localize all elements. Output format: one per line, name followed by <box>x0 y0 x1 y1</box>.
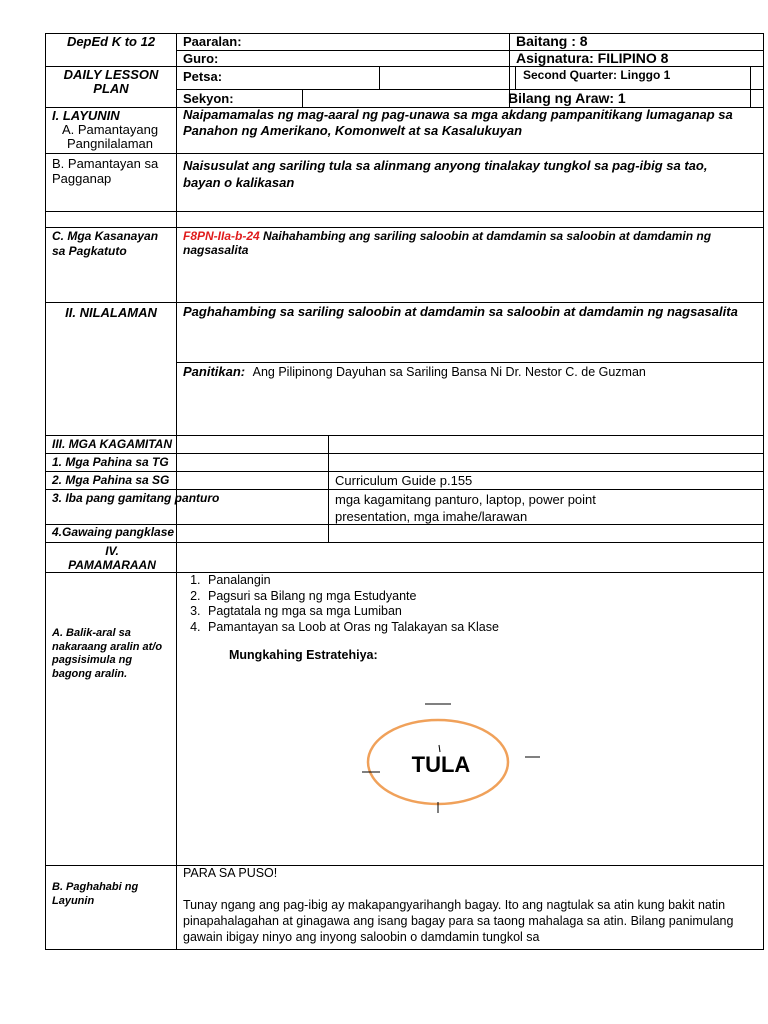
table-border-bottom <box>45 949 764 950</box>
list-item: 3. Pagtatala ng mga sa mga Lumiban <box>204 604 499 620</box>
list-item: 1. Panalangin <box>204 573 499 589</box>
tg-label: 1. Mga Pahina sa TG <box>52 455 169 469</box>
pamamaraan-title: IV. PAMAMARAAN <box>68 544 156 572</box>
competency-code: F8PN-IIa-b-24 <box>183 229 260 243</box>
sg-value: Curriculum Guide p.155 <box>335 473 473 488</box>
iba-label: 3. Iba pang gamitang panturo <box>52 491 220 505</box>
panitikan-label: Panitikan: <box>183 364 246 379</box>
quarter-label: Second Quarter: Linggo 1 <box>523 68 671 82</box>
layunin-a-label: A. Pamantayang Pangnilalaman <box>61 122 159 151</box>
layunin-title: I. LAYUNIN <box>52 108 120 123</box>
web-center-label: TULA <box>411 752 471 777</box>
layunin-b-label: B. Pamantayan sa Pagganap <box>52 156 159 186</box>
guro-label: Guro: <box>183 51 219 66</box>
layunin-b-text: Naisusulat ang sariling tula sa alinmang anyong tinalakay tungkol sa pag-ibig sa tao, bayan o kalikasan <box>183 158 708 190</box>
para-sa-puso-heading: PARA SA PUSO! <box>183 866 278 880</box>
panitikan-text: Ang Pilipinong Dayuhan sa Sariling Bansa Ni Dr. Nestor C. de Guzman <box>252 365 646 379</box>
paghahabi-text: Tunay ngang ang pag-ibig ay makapangyarihangh bagay. Ito ang nagtulak sa atin kung bakit natin pinapahalagahan at ginagawa ang isang bagay para sa taong mahalaga sa atin. Bilang panimulang gawain ibigay ninyo ang inyong saloobin o damdamin tungkol sa <box>183 898 734 944</box>
baitang-label: Baitang : 8 <box>516 33 588 49</box>
bilang-araw-label: Bilang ng Araw: 1 <box>508 90 626 106</box>
list-item: 2. Pagsuri sa Bilang ng mga Estudyante <box>204 589 499 605</box>
deped-label: DepEd K to 12 <box>66 34 156 49</box>
layunin-c-text <box>183 229 753 257</box>
steps-list <box>184 573 499 635</box>
kagamitan-title: III. MGA KAGAMITAN <box>52 437 172 451</box>
table-border-left <box>45 33 46 950</box>
competency-text: Naihahambing ang sariling saloobin at damdamin sa saloobin at damdamin ng nagsasalita <box>183 229 712 257</box>
asignatura-label: Asignatura: FILIPINO 8 <box>516 50 669 66</box>
iba-value: mga kagamitang panturo, laptop, power point presentation, mga imahe/larawan <box>335 492 596 524</box>
sg-label: 2. Mga Pahina sa SG <box>52 473 170 487</box>
strategy-label: Mungkahing Estratehiya: <box>229 648 378 662</box>
paaralan-label: Paaralan: <box>183 34 242 49</box>
nilalaman-title: II. NILALAMAN <box>65 305 157 320</box>
nilalaman-text: Paghahambing sa sariling saloobin at damdamin sa saloobin at damdamin ng nagsasalita <box>183 304 738 319</box>
panitikan-line <box>183 364 646 380</box>
layunin-a-text: Naipamamalas ng mag-aaral ng pag-unawa sa mga akdang pampanitikang lumaganap sa Panahon ng Amerikano, Komonwelt at sa Kasalukuyan <box>183 107 733 138</box>
gawain-label: 4.Gawaing pangklase <box>52 525 175 539</box>
sekyon-label: Sekyon: <box>183 91 234 106</box>
web-line-center <box>439 745 440 752</box>
pamamaraan-b-label: B. Paghahabi ng Layunin <box>52 881 139 907</box>
pamamaraan-a-label: A. Balik-aral sa nakaraang aralin at/o pagsisimula ng bagong aralin. <box>52 627 163 680</box>
list-item: 4. Pamantayan sa Loob at Oras ng Talakayan sa Klase <box>204 620 499 636</box>
web-ellipse <box>368 720 508 804</box>
daily-lesson-plan-label: DAILY LESSON PLAN <box>63 67 159 96</box>
layunin-c-label: C. Mga Kasanayan sa Pagkatuto <box>52 229 159 258</box>
petsa-label: Petsa: <box>183 69 223 84</box>
table-border-right <box>763 33 764 950</box>
